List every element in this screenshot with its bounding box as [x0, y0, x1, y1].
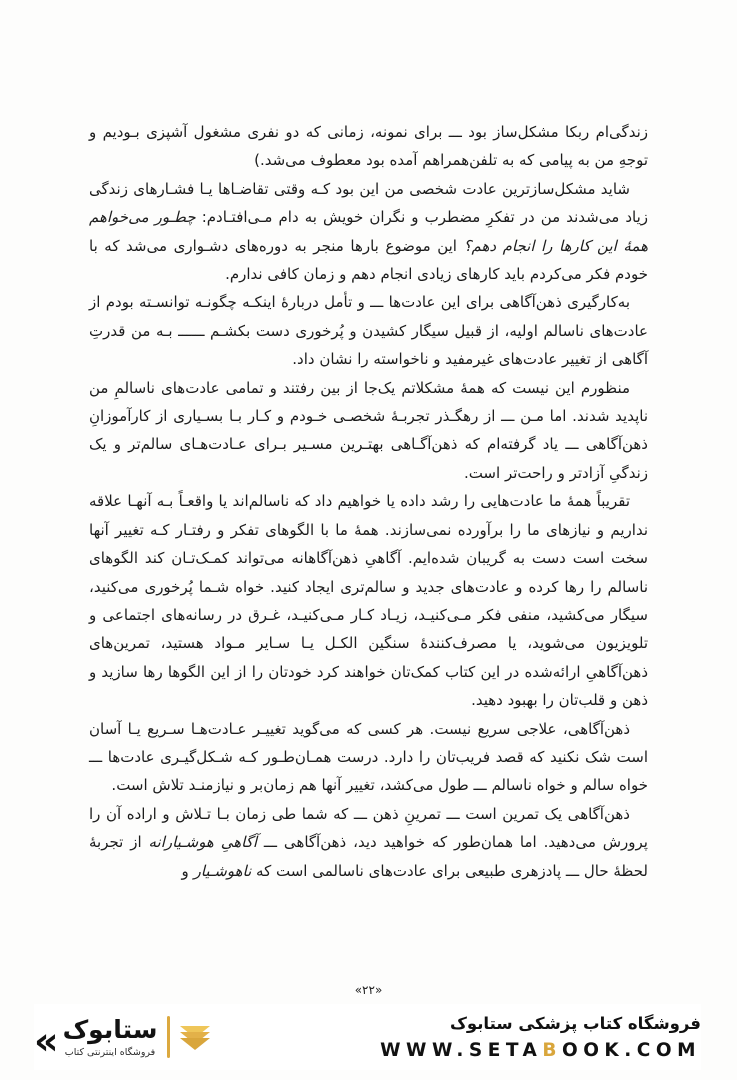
url-prefix: WWW.SETA — [380, 1039, 543, 1061]
logo-divider — [167, 1016, 170, 1058]
paragraph — [89, 715, 648, 800]
paragraph — [89, 800, 648, 885]
body-text: از تجربهٔ لحظهٔ حال ـــ پادزهری طبیعی برای عادت‌های ناسالمی است که — [89, 833, 648, 880]
body-text: منظورم این نیست که همهٔ مشکلاتم یک‌جا از بین رفتند و تمامی عادت‌های ناسالمِ من ناپدید شدند. اما مـن ـــ از رهگـذر تجربـهٔ شخصـی خـودم و کـار بـا بسـیاری از کارآموزانِ ذهن‌آگاهی ـــ یاد گرفته‌ام که ذهن‌آگـاهی بهتـرین مسـیر بـرای عـادت‌هـای سالم‌تر و یک زندگیِ آزادتر و راحت‌تر است. — [89, 378, 648, 482]
publisher-logo — [34, 1015, 210, 1063]
paragraph — [89, 175, 648, 289]
logo-subtitle: فروشگاه اینترنتی کتاب — [64, 1046, 156, 1058]
body-text: تقریباً همهٔ ما عادت‌هایی را رشد داده یا خواهیم داد که ناسالم‌اند یا واقعـاً بـه آنهـا علاقه نداریم و نیازهای ما را برآورده نمی‌سازند. همهٔ ما با الگوهای تفکر و رفتـار کـه تغییر آنها سخت است دست به گریبان شده‌ایم. آگاهیِ ذهن‌آگاهانه می‌تواند کمـک‌تـان کند الگوهای ناسالم را رها کرده و عادت‌های جدید و سالم‌تری ایجاد کنید. خواه شـما پُرخوری می‌کنید، سیگار می‌کشید، منفی فکر مـی‌کنیـد، زیـاد کـار مـی‌کنیـد، غـرق در رسانه‌های اجتماعی و تلویزیون می‌شوید، یا مصرف‌کنندهٔ سنگین الکـل یـا سـایر مـواد هستید، تمرین‌های ذهن‌آگاهیِ ارائه‌شده در این کتاب کمک‌تان خواهند کرد خودتان را از این الگوها رها سازید و ذهن و قلب‌تان را بهبود دهید. — [89, 492, 648, 710]
body-text: به‌کارگیری ذهن‌آگاهی برای این عادت‌ها ـــ و تأمل دربارهٔ اینکـه چگونـه توانسـته بودم از عادت‌های ناسالم اولیه، از قبیل سیگار کشیدن و پُرخوری دست بکشـم ــــــ بـه من قدرتِ آگاهی از تغییر عادت‌های غیرمفید و ناخواسته را نشان داد. — [89, 293, 648, 369]
emphasized-text: آگاهیِ هوشـیارانه — [148, 833, 258, 852]
body-text: ذهن‌آگاهی، علاجی سریع نیست. هر کسی که می‌گوید تغییـر عـادت‌هـا سـریع یـا آسان است شک نکنید که قصد فریب‌تان را دارد. درست همـان‌طـور کـه شـکل‌گیـری عادت‌ها ـــ خواه سالم و خواه ناسالم ـــ طول می‌کشد، تغییر آنها هم زمان‌بر و نیازمنـد تلاش است. — [89, 719, 648, 795]
setabook-emblem-icon — [180, 1024, 210, 1050]
paragraph — [89, 118, 648, 175]
paragraph — [89, 288, 648, 373]
store-info — [380, 1014, 701, 1061]
url-gold-letter: B — [542, 1039, 562, 1061]
url-suffix: OOK.COM — [561, 1039, 701, 1061]
body-text: شاید مشکل‌سازترین عادت شخصی من این بود کـه وقتی تقاضـاها یـا فشـارهای زندگی زیاد می‌شدند من در تفکرِ مضطرب و نگران خویش به دام مـی‌افتـادم: — [89, 179, 648, 227]
logo-title: ستابوک — [62, 1015, 158, 1045]
double-chevron-icon: « — [34, 1018, 59, 1063]
store-name: فروشگاه کتاب پزشکی ستابوک — [450, 1013, 701, 1033]
paragraph — [89, 487, 648, 714]
page-text — [89, 118, 648, 885]
emphasized-text: ناهوشـیار — [193, 861, 252, 880]
paragraph — [89, 374, 648, 488]
logo-text-block — [63, 1016, 158, 1058]
emphasized-text: چطـور می‌خواهم همهٔ این کارها را انجام دهم؟ — [89, 208, 648, 255]
body-text: و — [181, 861, 194, 880]
footer — [34, 1004, 701, 1070]
logo-wordmark — [34, 1015, 158, 1063]
body-text: این موضوع بارها منجر به دوره‌های دشـواری می‌شد که با خودم فکر می‌کردم باید کارهای زیادی انجام دهم و زمان کافی ندارم. — [89, 236, 648, 284]
body-text: ذهن‌آگاهی یک تمرین است ـــ تمرینِ ذهن ـــ که شما طی زمان بـا تـلاش و اراده آن را پرورش می‌دهید. اما همان‌طور که خواهید دید، ذهن‌آگاهی ـــ — [89, 804, 648, 852]
body-text: زندگی‌ام ربکا مشکل‌ساز بود ـــ برای نمونه، زمانی که دو نفری مشغول آشپزی بـودیم و توجهِ من به پیامی که به تلفن‌همراهم آمده بود معطوف می‌شد.) — [89, 123, 648, 170]
page-number: «۲۲» — [354, 983, 383, 997]
store-url — [380, 1040, 701, 1061]
